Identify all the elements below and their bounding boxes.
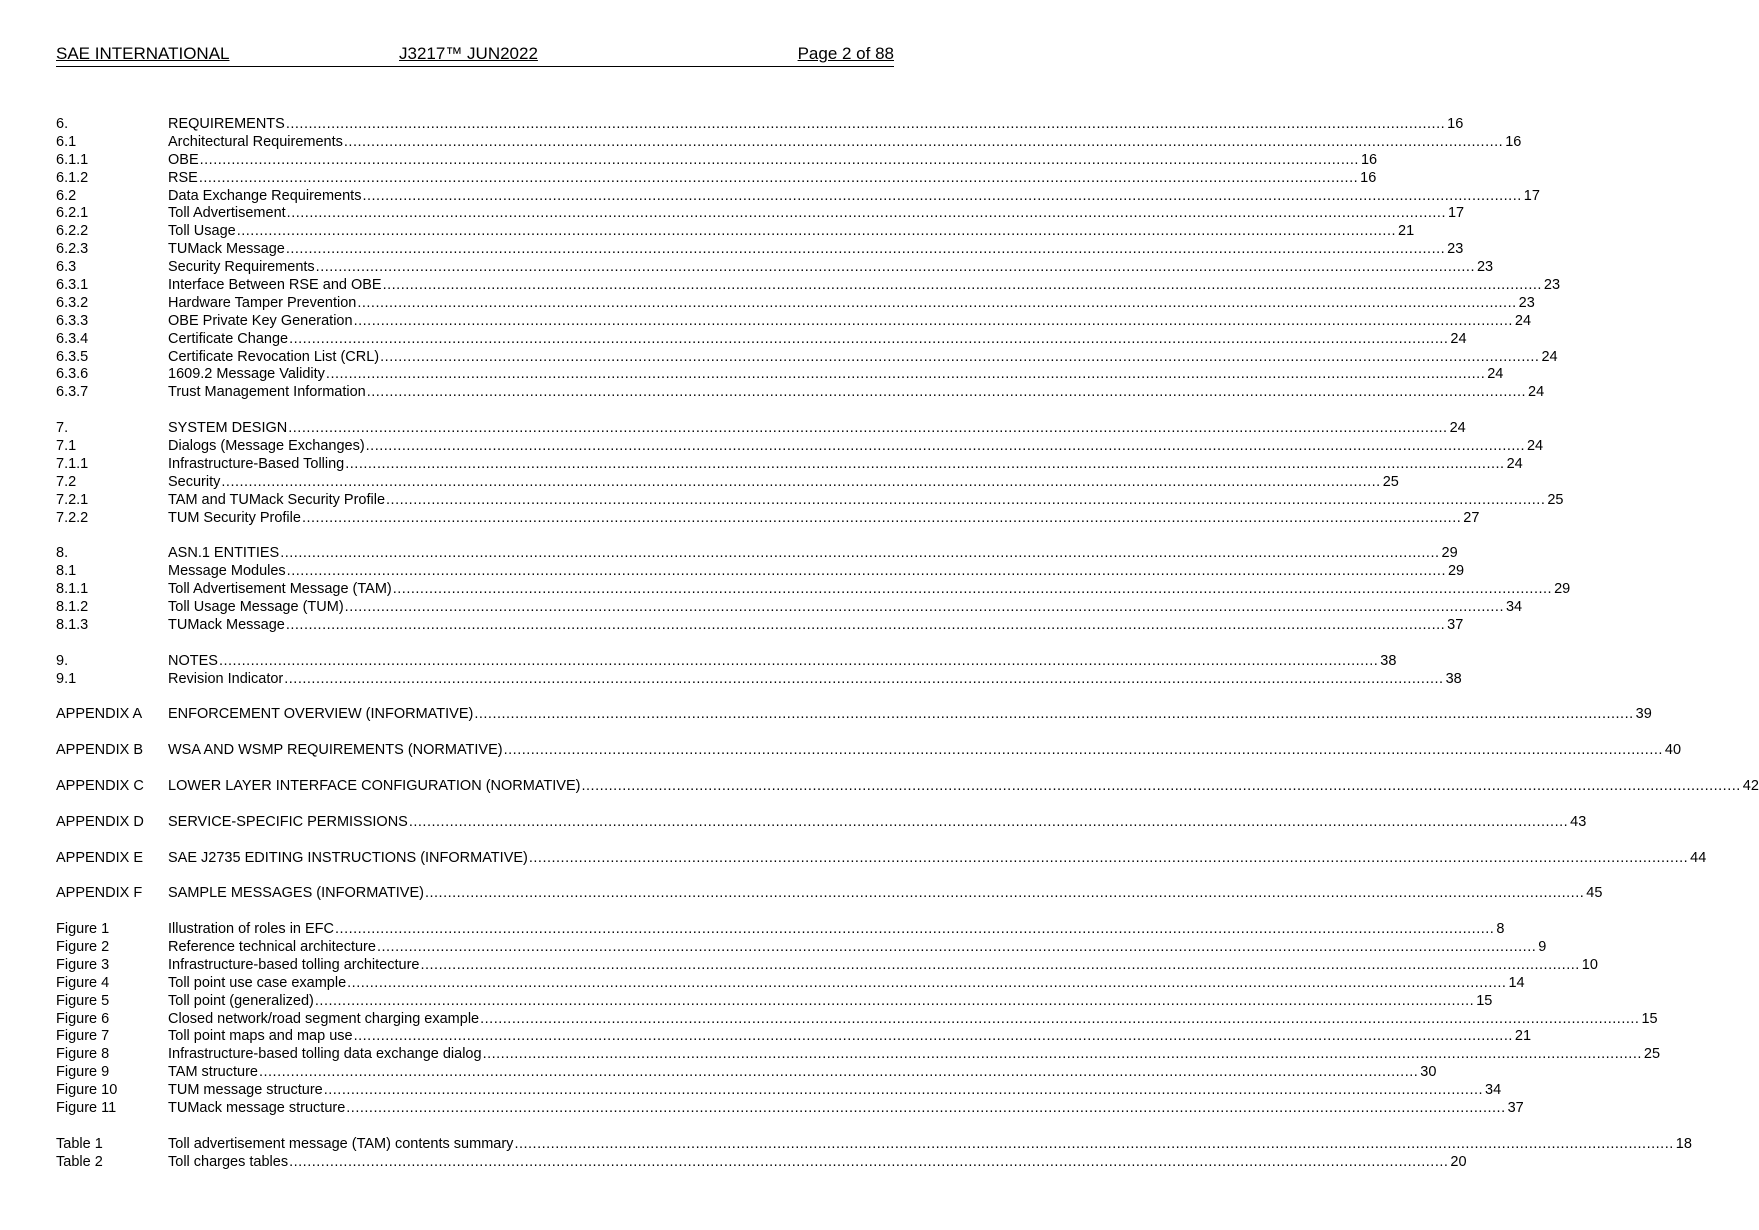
toc-entry-page: 16 (1505, 133, 1522, 150)
toc-dot-leader (344, 456, 1504, 474)
toc-entry-page: 9 (1538, 938, 1547, 955)
toc-entry-page: 24 (1526, 438, 1544, 455)
toc-dot-leader (288, 331, 1448, 349)
toc-entry-page: 16 (1360, 151, 1378, 168)
toc-entry-title: TUM Security Profile (168, 509, 301, 526)
toc-entry-page: 23 (1447, 241, 1464, 258)
toc-dot-leader (366, 384, 1526, 402)
toc-dot-leader (287, 420, 1447, 438)
toc-entry-title: Toll point (generalized) (168, 992, 314, 1009)
toc-entry[interactable] (56, 366, 1504, 384)
toc-dot-leader (285, 116, 1445, 134)
toc-entry-title: TAM and TUMack Security Profile (168, 491, 386, 508)
toc-entry-page: 15 (1476, 992, 1493, 1009)
toc-entry-title: Architectural Requirements (168, 133, 343, 150)
toc-entry-title: ASN.1 ENTITIES (168, 545, 280, 562)
toc-dot-leader (286, 205, 1446, 223)
toc-entry-page: 29 (1554, 581, 1571, 598)
toc-entry[interactable] (56, 1010, 1658, 1029)
toc-entry[interactable] (56, 581, 1571, 599)
toc-entry-page: 23 (1543, 277, 1561, 294)
toc-entry-title: OBE Private Key Generation (168, 312, 353, 329)
toc-dot-leader (473, 706, 1633, 724)
toc-dot-leader (513, 1136, 1673, 1154)
toc-entry-page: 24 (1450, 330, 1467, 347)
toc-entry-number: 7.1.1 (56, 455, 89, 472)
toc-dot-leader (323, 1082, 1483, 1100)
toc-entry-number: Figure 3 (56, 956, 110, 973)
toc-entry-page: 24 (1449, 420, 1466, 437)
toc-spacer (56, 867, 881, 885)
toc-entry[interactable] (56, 420, 1466, 438)
toc-dot-leader (198, 170, 1358, 188)
toc-entry[interactable] (56, 473, 1399, 492)
toc-entry-title: SERVICE-SPECIFIC PERMISSIONS (168, 813, 408, 830)
toc-entry-title: SAMPLE MESSAGES (INFORMATIVE) (168, 885, 424, 902)
toc-entry-page: 37 (1507, 1099, 1524, 1116)
toc-entry-number: Figure 7 (56, 1028, 110, 1045)
toc-entry[interactable] (56, 241, 1464, 259)
toc-entry-title: TUMack Message (168, 241, 285, 258)
toc-entry[interactable] (56, 956, 1598, 975)
toc-entry[interactable] (56, 205, 1465, 223)
toc-dot-leader (286, 563, 1446, 581)
toc-entry-page: 38 (1380, 652, 1397, 669)
toc-entry-title: Closed network/road segment charging example (168, 1010, 480, 1027)
toc-entry-page: 27 (1463, 509, 1480, 526)
toc-entry-page: 24 (1506, 455, 1523, 472)
toc-entry-title: Toll Advertisement (168, 205, 286, 222)
toc-entry-page: 29 (1441, 545, 1458, 562)
toc-spacer (56, 527, 881, 545)
toc-spacer (56, 903, 881, 921)
toc-entry[interactable] (56, 312, 1532, 331)
toc-entry[interactable] (56, 384, 1545, 402)
toc-entry[interactable] (56, 133, 1522, 152)
toc-entry-page: 37 (1447, 616, 1464, 633)
toc-entry-page: 20 (1450, 1153, 1467, 1170)
toc-entry-page: 21 (1398, 223, 1415, 240)
toc-dot-leader (288, 1154, 1448, 1172)
toc-entry-title: REQUIREMENTS (168, 116, 285, 132)
toc-dot-leader (236, 223, 1396, 241)
toc-entry-page: 17 (1447, 205, 1465, 222)
toc-entry-number: 7.2.1 (56, 491, 89, 508)
toc-entry-number: 6.3.6 (56, 366, 89, 383)
toc-spacer (56, 796, 881, 814)
toc-entry-number: 7. (56, 420, 69, 437)
toc-dot-leader (279, 545, 1439, 563)
toc-dot-leader (408, 814, 1568, 832)
toc-entry-number: 8.1.1 (56, 581, 89, 598)
toc-entry-number: APPENDIX F (56, 885, 143, 902)
toc-entry[interactable] (56, 921, 1505, 939)
toc-spacer (56, 724, 881, 742)
toc-dot-leader (353, 1028, 1513, 1046)
toc-dot-leader (365, 438, 1525, 456)
toc-entry-number: 9. (56, 652, 69, 669)
toc-entry-title: Reference technical architecture (168, 938, 376, 955)
toc-entry-page: 24 (1487, 366, 1504, 383)
toc-entry[interactable] (56, 259, 1494, 277)
toc-entry-number: 6.3.7 (56, 384, 89, 401)
toc-entry-number: 6.1.2 (56, 169, 89, 186)
toc-entry-title: Certificate Change (168, 330, 289, 347)
toc-entry[interactable] (56, 116, 1464, 134)
toc-entry-title: NOTES (168, 652, 218, 669)
toc-dot-leader (301, 510, 1461, 528)
toc-entry-page: 16 (1447, 116, 1464, 132)
toc-entry-page: 38 (1445, 670, 1462, 687)
toc-entry[interactable] (56, 974, 1525, 993)
toc-entry-page: 45 (1586, 885, 1603, 902)
toc-entry[interactable] (56, 330, 1467, 349)
toc-entry-number: APPENDIX A (56, 706, 143, 723)
toc-entry-number: 6.3.3 (56, 312, 89, 329)
toc-entry-title: Infrastructure-Based Tolling (168, 455, 345, 472)
toc-entry-page: 16 (1360, 169, 1377, 186)
toc-entry-title: TUMack Message (168, 616, 285, 633)
toc-entry[interactable] (56, 491, 1564, 510)
toc-entry-page: 23 (1518, 294, 1535, 311)
toc-dot-leader (314, 993, 1474, 1011)
toc-entry-title: SYSTEM DESIGN (168, 420, 288, 437)
toc-entry-page: 10 (1581, 956, 1598, 973)
toc-entry-number: 6.2.2 (56, 223, 89, 240)
toc-entry-title: SAE J2735 EDITING INSTRUCTIONS (INFORMATIVE) (168, 849, 528, 866)
toc-entry-page: 14 (1508, 974, 1525, 991)
toc-dot-leader (580, 778, 1740, 796)
toc-entry[interactable] (56, 652, 1397, 671)
toc-entry-title: TAM structure (168, 1064, 258, 1081)
toc-entry-number: 8.1.2 (56, 599, 89, 616)
toc-spacer (56, 402, 881, 420)
toc-dot-leader (424, 885, 1584, 903)
toc-dot-leader (315, 259, 1475, 277)
toc-entry[interactable] (56, 777, 1759, 796)
toc-entry[interactable] (56, 294, 1535, 313)
toc-entry-number: APPENDIX C (56, 777, 144, 794)
toc-entry-number: 6.1.1 (56, 151, 89, 168)
toc-entry-page: 40 (1664, 742, 1682, 759)
toc-dot-leader (361, 188, 1521, 206)
toc-entry-title: Security Requirements (168, 259, 315, 276)
toc-entry-page: 42 (1742, 777, 1759, 794)
toc-dot-leader (345, 1100, 1505, 1118)
toc-entry[interactable] (56, 187, 1540, 206)
toc-entry-title: Toll point use case example (168, 974, 347, 991)
toc-dot-leader (258, 1064, 1418, 1082)
toc-entry-number: Figure 6 (56, 1010, 110, 1027)
toc-entry[interactable] (56, 455, 1523, 474)
toc-dot-leader (356, 295, 1516, 313)
toc-entry-title: Message Modules (168, 563, 286, 580)
toc-entry-number: 7.2.2 (56, 509, 89, 526)
toc-entry-number: 6.2 (56, 187, 77, 204)
toc-entry-number: Table 2 (56, 1153, 103, 1170)
toc-dot-leader (220, 474, 1380, 492)
toc-entry-number: 9.1 (56, 670, 77, 687)
toc-entry-number: 6.2.1 (56, 205, 89, 222)
toc-entry-number: Figure 8 (56, 1046, 110, 1063)
toc-entry-title: ENFORCEMENT OVERVIEW (INFORMATIVE) (168, 706, 474, 723)
toc-entry-title: TUM message structure (168, 1082, 323, 1099)
toc-entry-page: 43 (1570, 813, 1587, 830)
toc-entry[interactable] (56, 813, 1587, 832)
toc-entry-title: Infrastructure-based tolling data exchange dialog (168, 1046, 482, 1063)
toc-dot-leader (503, 742, 1663, 760)
toc-entry-page: 29 (1447, 563, 1465, 580)
header-page-number: Page 2 of 88 (797, 44, 894, 63)
toc-spacer (56, 760, 881, 778)
toc-entry[interactable] (56, 223, 1415, 241)
toc-dot-leader (353, 313, 1513, 331)
toc-entry[interactable] (56, 885, 1603, 903)
toc-entry-title: Toll charges tables (168, 1153, 289, 1170)
toc-entry[interactable] (56, 1099, 1524, 1118)
toc-spacer (56, 1118, 881, 1136)
toc-entry[interactable] (56, 277, 1561, 295)
toc-entry-page: 17 (1523, 187, 1540, 204)
toc-entry-page: 25 (1643, 1046, 1661, 1063)
toc-entry-title: Toll advertisement message (TAM) contents summary (168, 1135, 514, 1152)
toc-entry[interactable] (56, 616, 1464, 635)
toc-entry[interactable] (56, 1135, 1692, 1154)
toc-dot-leader (419, 957, 1579, 975)
toc-entry-title: Security (168, 473, 221, 490)
toc-entry-number: 6.3 (56, 259, 77, 276)
toc-entry-title: Toll Usage (168, 223, 236, 240)
toc-entry-title: 1609.2 Message Validity (168, 366, 325, 383)
header-document-id: J3217™ JUN2022 (399, 44, 538, 63)
toc-entry[interactable] (56, 1082, 1502, 1100)
header-organization: SAE INTERNATIONAL (56, 44, 230, 63)
toc-dot-leader (479, 1011, 1639, 1029)
toc-entry-page: 24 (1514, 312, 1532, 329)
toc-dot-leader (346, 975, 1506, 993)
toc-entry-page: 8 (1496, 921, 1505, 938)
toc-entry-number: 6.3.4 (56, 330, 89, 347)
toc-entry-page: 30 (1420, 1064, 1437, 1081)
toc-dot-leader (283, 671, 1443, 689)
toc-entry-title: Hardware Tamper Prevention (168, 294, 357, 311)
toc-dot-leader (199, 152, 1359, 170)
toc-entry[interactable] (56, 1046, 1661, 1064)
page-header (56, 44, 894, 67)
toc-entry-number: 8.1.3 (56, 616, 89, 633)
toc-entry-number: 6.3.1 (56, 277, 89, 294)
toc-entry[interactable] (56, 849, 1707, 868)
toc-entry-number: Figure 4 (56, 974, 110, 991)
toc-entry-number: 7.2 (56, 473, 77, 490)
toc-dot-leader (382, 277, 1542, 295)
toc-entry[interactable] (56, 509, 1480, 528)
toc-dot-leader (285, 617, 1445, 635)
toc-entry[interactable] (56, 992, 1493, 1011)
toc-entry-title: TUMack message structure (168, 1099, 346, 1116)
toc-entry[interactable] (56, 706, 1652, 724)
toc-entry-number: Figure 10 (56, 1082, 118, 1099)
toc-entry-title: Toll Usage Message (TUM) (168, 599, 344, 616)
toc-dot-leader (325, 366, 1485, 384)
toc-entry-number: APPENDIX D (56, 813, 144, 830)
toc-entry-title: Toll point maps and map use (168, 1028, 353, 1045)
toc-entry[interactable] (56, 545, 1458, 563)
toc-entry-number: APPENDIX B (56, 742, 144, 759)
toc-dot-leader (528, 850, 1688, 868)
toc-dot-leader (379, 349, 1539, 367)
toc-dot-leader (376, 939, 1536, 957)
toc-entry-page: 34 (1485, 1082, 1502, 1099)
toc-entry-title: Data Exchange Requirements (168, 187, 362, 204)
toc-entry-page: 39 (1635, 706, 1652, 723)
toc-entry-number: Figure 2 (56, 938, 110, 955)
toc-entry-page: 18 (1675, 1135, 1692, 1152)
toc-dot-leader (392, 581, 1552, 599)
toc-spacer (56, 832, 881, 850)
toc-entry[interactable] (56, 1153, 1467, 1172)
toc-entry-page: 24 (1541, 348, 1558, 365)
toc-entry-page: 25 (1547, 491, 1564, 508)
toc-entry-page: 34 (1505, 599, 1523, 616)
toc-entry-number: 6.3.2 (56, 294, 89, 311)
toc-entry[interactable] (56, 169, 1377, 188)
toc-dot-leader (334, 921, 1494, 939)
toc-entry[interactable] (56, 1028, 1532, 1046)
toc-entry[interactable] (56, 563, 1465, 581)
toc-entry-title: Illustration of roles in EFC (168, 921, 335, 938)
toc-dot-leader (218, 653, 1378, 671)
toc-entry-page: 23 (1476, 259, 1494, 276)
toc-entry[interactable] (56, 670, 1462, 689)
toc-entry-page: 44 (1690, 849, 1707, 866)
toc-entry-title: Revision Indicator (168, 670, 284, 687)
toc-dot-leader (385, 492, 1545, 510)
toc-entry-title: Trust Management Information (168, 384, 366, 401)
toc-entry-number: 6. (56, 116, 69, 132)
toc-entry-title: WSA AND WSMP REQUIREMENTS (NORMATIVE) (168, 742, 503, 759)
toc-entry[interactable] (56, 938, 1547, 957)
toc-dot-leader (344, 599, 1504, 617)
toc-entry-number: Figure 9 (56, 1064, 110, 1081)
toc-entry-title: Dialogs (Message Exchanges) (168, 438, 365, 455)
toc-entry-title: Toll Advertisement Message (TAM) (168, 581, 392, 598)
toc-entry-number: Figure 5 (56, 992, 110, 1009)
toc-entry-number: Figure 11 (56, 1099, 117, 1116)
toc-entry-number: 7.1 (56, 438, 77, 455)
toc-entry-page: 15 (1641, 1010, 1658, 1027)
toc-entry-number: 6.3.5 (56, 348, 89, 365)
toc-entry-title: LOWER LAYER INTERFACE CONFIGURATION (NORMATIVE) (168, 777, 581, 794)
toc-entry-number: Table 1 (56, 1135, 103, 1152)
toc-spacer (56, 635, 881, 653)
table-of-contents (56, 116, 1759, 1172)
toc-entry[interactable] (56, 438, 1544, 456)
toc-entry[interactable] (56, 151, 1378, 170)
toc-entry-page: 24 (1528, 384, 1545, 401)
toc-entry-title: OBE (168, 151, 199, 168)
toc-entry-number: Figure 1 (56, 921, 110, 938)
toc-entry-title: Interface Between RSE and OBE (168, 277, 382, 294)
toc-entry-title: Infrastructure-based tolling architecture (168, 956, 420, 973)
toc-entry-number: 6.2.3 (56, 241, 89, 258)
toc-entry-title: Certificate Revocation List (CRL) (168, 348, 380, 365)
toc-entry-number: APPENDIX E (56, 849, 144, 866)
toc-entry[interactable] (56, 348, 1558, 367)
toc-entry-number: 6.1 (56, 133, 77, 150)
toc-dot-leader (482, 1046, 1642, 1064)
toc-entry-page: 21 (1514, 1028, 1532, 1045)
toc-entry-title: RSE (168, 169, 198, 186)
toc-entry[interactable] (56, 599, 1523, 617)
toc-entry[interactable] (56, 742, 1682, 760)
toc-entry[interactable] (56, 1064, 1437, 1082)
toc-spacer (56, 689, 881, 707)
toc-entry-number: 8. (56, 545, 69, 562)
toc-dot-leader (285, 241, 1445, 259)
toc-entry-page: 25 (1382, 473, 1399, 490)
toc-dot-leader (343, 134, 1503, 152)
toc-entry-number: 8.1 (56, 563, 77, 580)
